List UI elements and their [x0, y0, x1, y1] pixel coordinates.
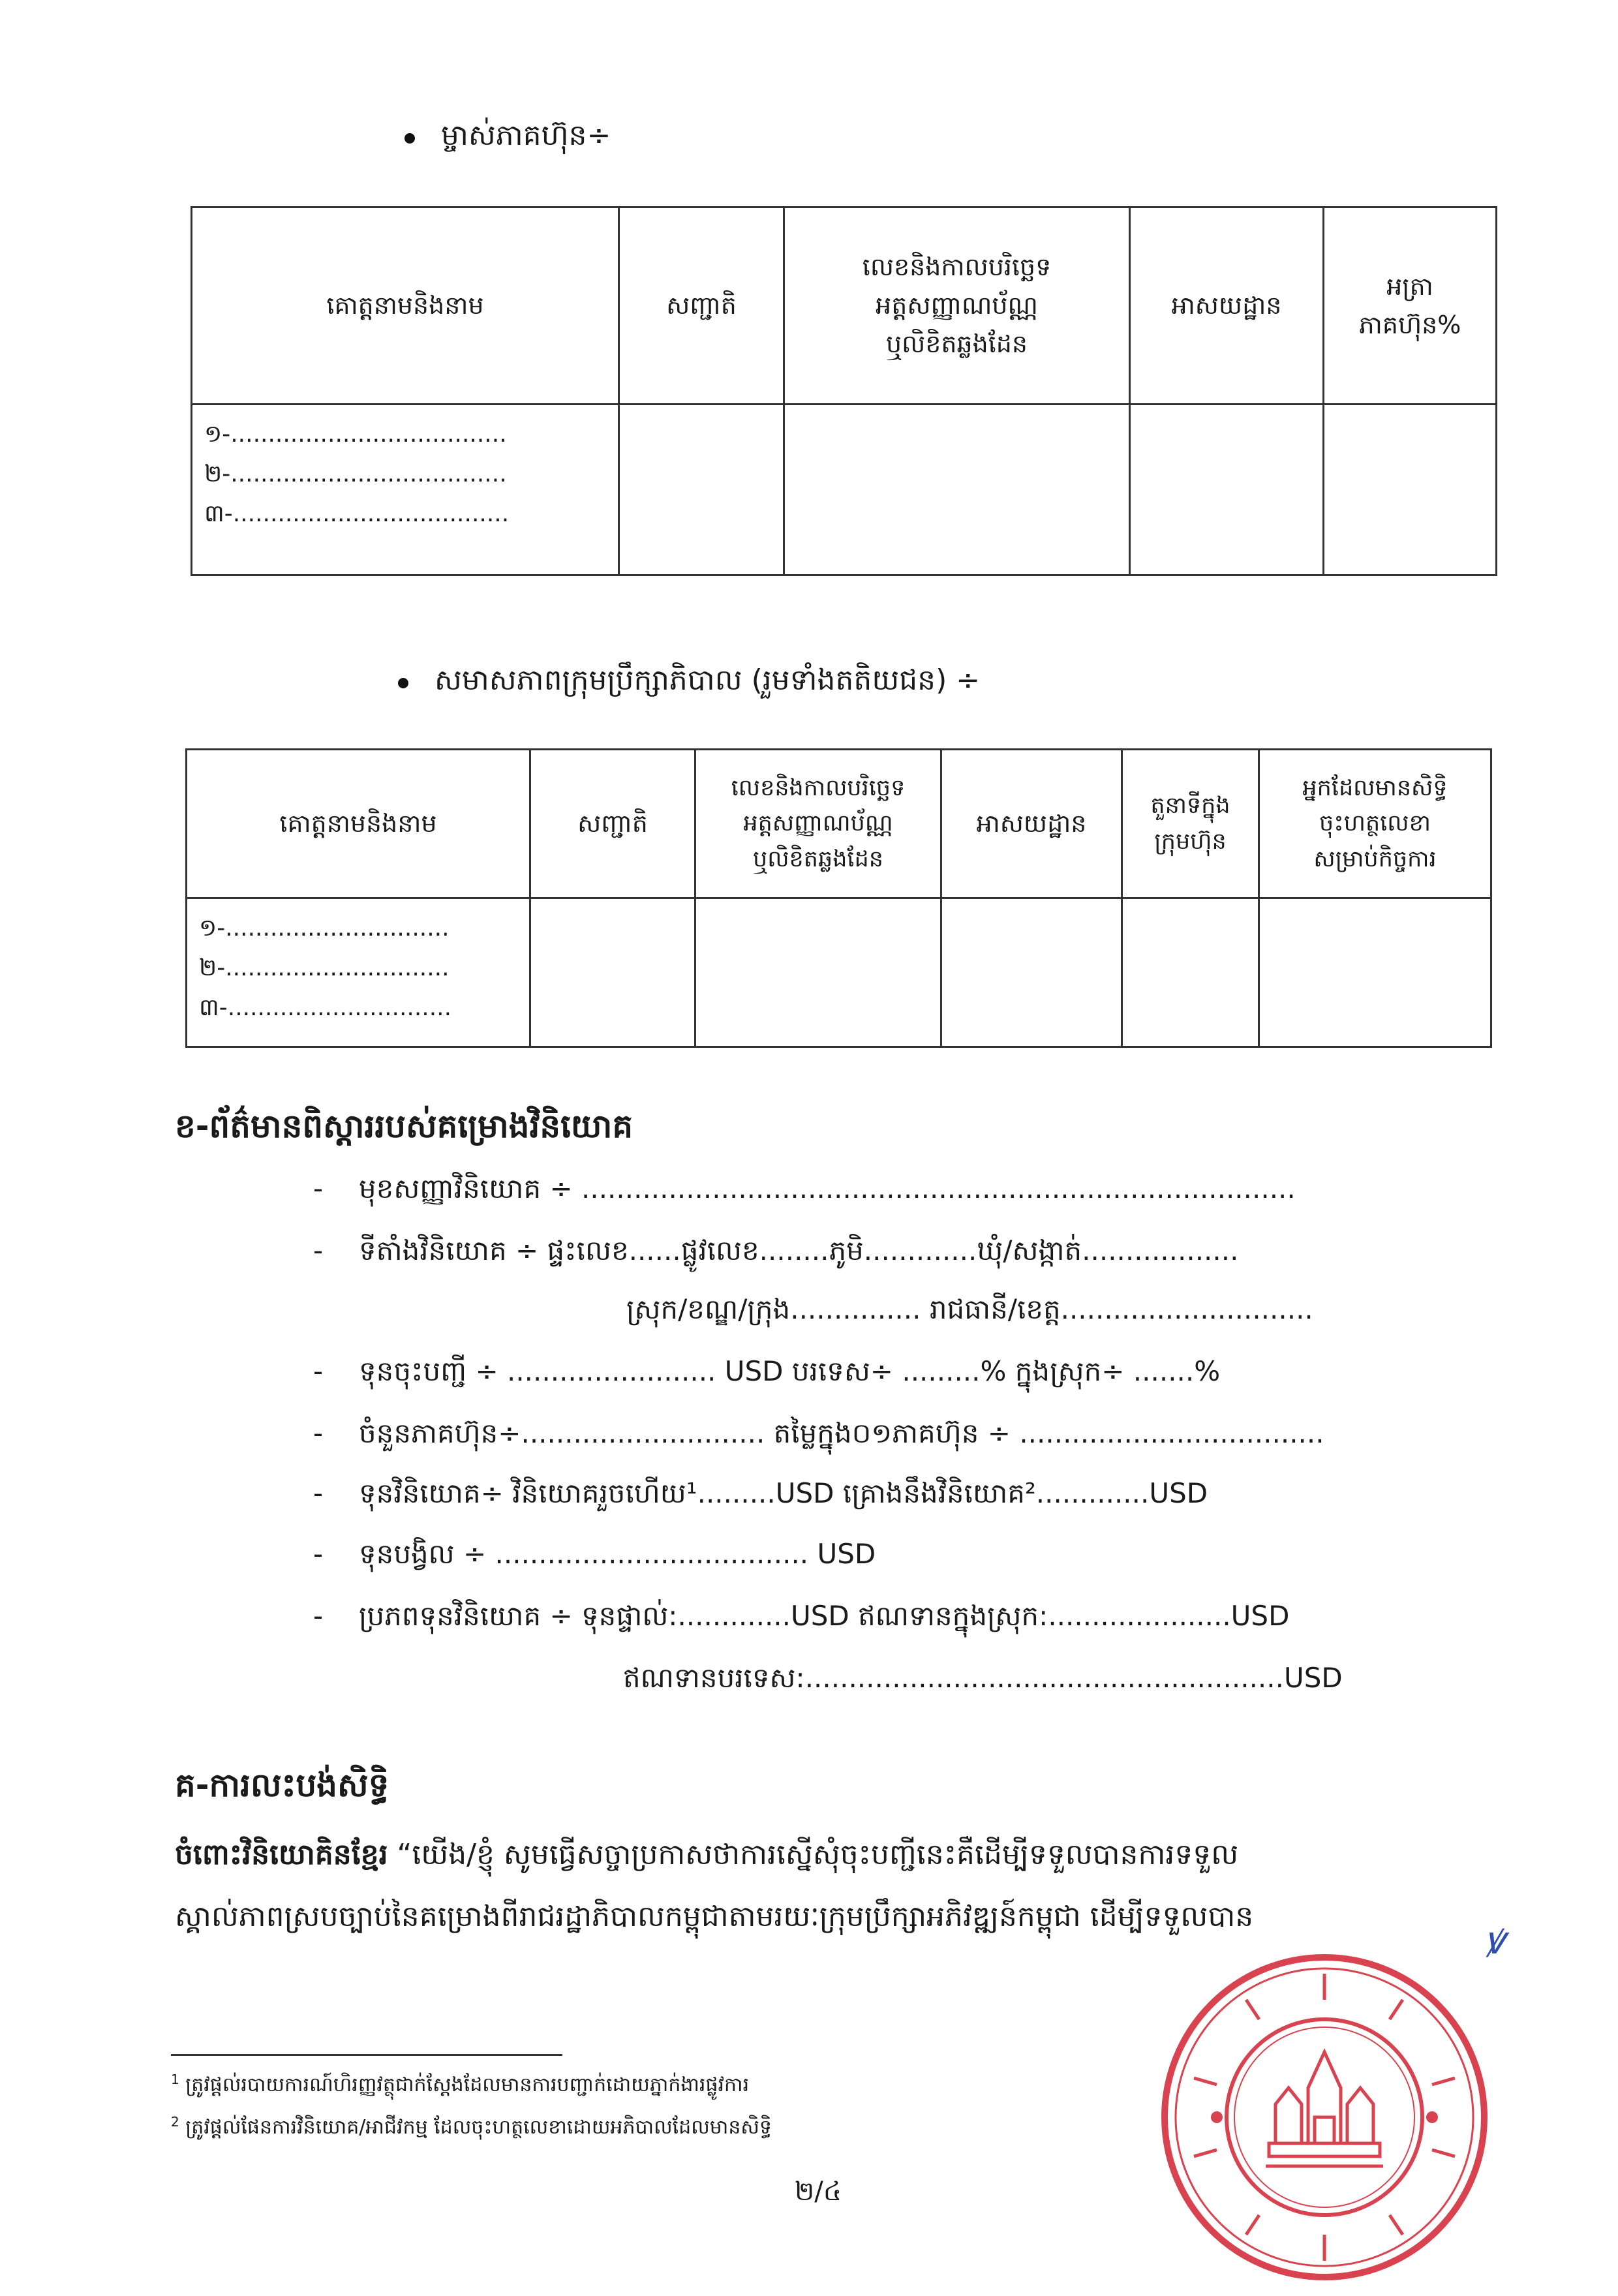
- names-cell: [187, 898, 530, 1047]
- project-location-line: - ទីតាំងវិនិយោគ ÷ ផ្ទះលេខ......ផ្លូវលេខ........ភូមិ.............ឃុំ/សង្កាត់..................: [313, 1234, 1239, 1266]
- name-line: ២-.....................................: [204, 461, 507, 488]
- name-line: ៣-..............................: [199, 994, 452, 1022]
- waiver-paragraph-line-2: ស្គាល់ភាពស្របច្បាប់នៃគម្រោងពីរាជរដ្ឋាភិបាលកម្ពុជាតាមរយៈក្រុមប្រឹក្សាអភិវឌ្ឍន៍កម្ពុជា ដើម្បីទទួលបាន: [175, 1900, 1254, 1933]
- empty-cell: [695, 898, 941, 1047]
- name-line: ១-..............................: [199, 915, 450, 941]
- empty-cell: [619, 405, 784, 575]
- empty-cell: [1324, 405, 1497, 575]
- shares-line: - ចំនួនភាគហ៊ុន÷............................ តម្លៃក្នុង០១ភាគហ៊ុន ÷ ...................................: [313, 1417, 1324, 1449]
- col-signatory: អ្នកដែលមានសិទ្ធិ ចុះហត្ថលេខា សម្រាប់កិច្ចការ: [1259, 750, 1491, 898]
- empty-cell: [941, 898, 1122, 1047]
- col-id-passport: លេខនិងកាលបរិច្ឆេទ អត្តសញ្ញាណប័ណ្ណ ឬលិខិតឆ្លងដែន: [695, 750, 941, 898]
- footnote-1: $^1$ ត្រូវផ្តល់របាយការណ៍ហិរញ្ញវត្ថុជាក់ស្តែងដែលមានការបញ្ជាក់ដោយភ្នាក់ងារផ្លូវការ: [171, 2072, 750, 2096]
- names-cell: [192, 405, 619, 575]
- board-table: [185, 748, 1492, 1048]
- shareholders-heading: ម្ចាស់ភាគហ៊ុន÷: [404, 117, 611, 159]
- waiver-lead: ចំពោះវិនិយោគិនខ្មែរ: [175, 1838, 388, 1871]
- col-id-passport: លេខនិងកាលបរិច្ឆេទ អត្តសញ្ញាណប័ណ្ណ ឬលិខិតឆ្លងដែន: [784, 207, 1130, 405]
- project-location-line-2: ស្រុក/ខណ្ឌ/ក្រុង............... រាជធានី/ខេត្ត.............................: [626, 1293, 1313, 1325]
- bullet-icon: [404, 133, 415, 144]
- bullet-icon: [398, 678, 408, 688]
- investment-capital-line: - ទុនវិនិយោគ÷ វិនិយោគរួចហើយ¹.........USD គ្រោងនឹងវិនិយោគ².............USD: [313, 1477, 1208, 1509]
- capital-source-line: - ប្រភពទុនវិនិយោគ ÷ ទុនផ្ទាល់:.............USD ឥណទានក្នុងស្រុក:.....................USD: [313, 1600, 1290, 1632]
- section-c-title: គ-ការលះបង់សិទ្ធិ: [175, 1766, 389, 1804]
- empty-cell: [1122, 898, 1259, 1047]
- col-nationality: សញ្ជាតិ: [619, 207, 784, 405]
- registered-capital-line: - ទុនចុះបញ្ជី ÷ ........................ USD បរទេស÷ .........% ក្នុងស្រុក÷ .......%: [313, 1355, 1221, 1387]
- table-row: [187, 898, 1491, 1047]
- col-name: គោត្តនាមនិងនាម: [187, 750, 530, 898]
- project-subject-line: - មុខសញ្ញាវិនិយោគ ÷ ..................................................................................: [313, 1172, 1296, 1204]
- col-share-rate: អត្រា ភាគហ៊ុន%: [1324, 207, 1497, 405]
- footnote-2: $^2$ ត្រូវផ្តល់ផែនការវិនិយោគ/អាជីវកម្ម ដែលចុះហត្ថលេខាដោយអភិបាលដែលមានសិទ្ធិ: [171, 2114, 772, 2139]
- col-address: អាសយដ្ឋាន: [941, 750, 1122, 898]
- board-heading: សមាសភាពក្រុមប្រឹក្សាភិបាល (រួមទាំងតតិយជន) ÷: [398, 662, 980, 704]
- table-row: [192, 405, 1497, 575]
- page-number: ២/៤: [795, 2177, 842, 2207]
- name-line: ៣-.....................................: [204, 500, 510, 528]
- working-capital-line: - ទុនបង្វិល ÷ .................................... USD: [313, 1538, 876, 1570]
- footnote-divider: [171, 2054, 562, 2056]
- section-b-title: ខ-ព័ត៌មានពិស្តាររបស់គម្រោងវិនិយោគ: [175, 1107, 633, 1145]
- col-role: តួនាទីក្នុង ក្រុមហ៊ុន: [1122, 750, 1259, 898]
- official-seal-icon: [1155, 1948, 1494, 2287]
- signature-mark-icon: ꝟ: [1484, 1918, 1504, 1963]
- table-header-row: [187, 750, 1491, 898]
- table-header-row: [192, 207, 1497, 405]
- empty-cell: [1259, 898, 1491, 1047]
- name-line: ១-.....................................: [204, 421, 507, 448]
- shareholders-table: [191, 206, 1497, 576]
- waiver-paragraph-line-1: ចំពោះវិនិយោគិនខ្មែរ “យើង/ខ្ញុំ សូមធ្វើសច្ចាប្រកាសថាការស្នើសុំចុះបញ្ជីនេះគឺដើម្បីទទួលបានការទទួល: [175, 1838, 1239, 1871]
- empty-cell: [784, 405, 1130, 575]
- empty-cell: [530, 898, 695, 1047]
- col-address: អាសយដ្ឋាន: [1130, 207, 1324, 405]
- col-name: គោត្តនាមនិងនាម: [192, 207, 619, 405]
- name-line: ២-..............................: [199, 955, 450, 982]
- col-nationality: សញ្ជាតិ: [530, 750, 695, 898]
- foreign-credit-line: ឥណទានបរទេស:.......................................................USD: [623, 1662, 1343, 1694]
- empty-cell: [1130, 405, 1324, 575]
